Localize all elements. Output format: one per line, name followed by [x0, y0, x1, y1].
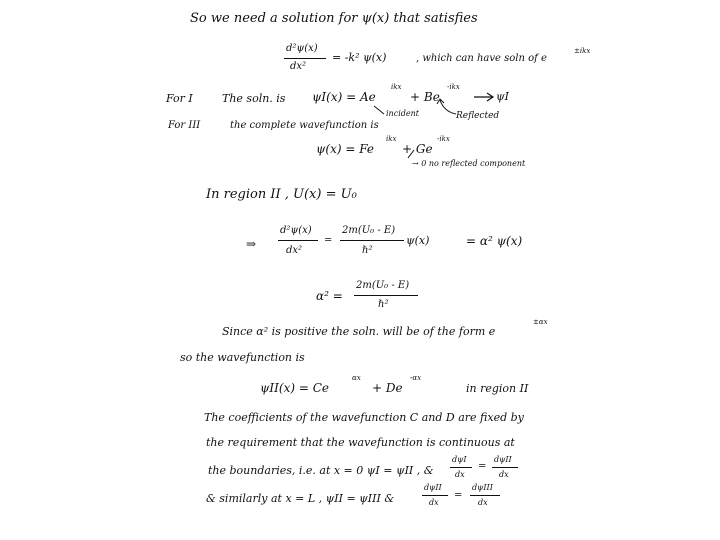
incident-label: incident [386, 109, 419, 118]
region-I-exp2: -ikx [447, 83, 460, 91]
region-III-eq: ψ(x) = Fe [316, 142, 374, 156]
boundary-xL-bar1 [422, 495, 448, 496]
boundary-xL-dpsi2-den: dx [429, 498, 439, 507]
coefficients-line-2: the requirement that the wavefunction is continuous at [206, 436, 515, 449]
region-I-arrow-target: ψI [496, 90, 509, 103]
since-alpha-exponent: ±αx [533, 318, 548, 326]
region-II-eq: ψII(x) = Ce [260, 381, 329, 395]
coefficients-line-1: The coefficients of the wavefunction C and D are fixed by [204, 411, 524, 424]
region-II-heading: In region II , U(x) = U₀ [206, 187, 357, 202]
eq4-numerator: d²ψ(x) [280, 225, 312, 236]
incident-pointer [374, 106, 384, 114]
eq4-coefficient-numerator: 2m(U₀ - E) [342, 225, 396, 236]
eq1-note-exponent: ±ikx [574, 47, 591, 55]
in-region-II-note: in region II [466, 382, 529, 395]
boundary-x0-dpsi2-num: dψII [494, 455, 512, 464]
boundary-x0-dpsi1-den: dx [455, 470, 465, 479]
reflected-label: Reflected [456, 111, 500, 121]
implies-symbol: ⇒ [246, 237, 257, 251]
arrow-head-psi-I [487, 93, 493, 101]
boundary-x0-equals: = [478, 461, 487, 472]
eq1-denominator: dx² [290, 61, 307, 72]
alpha-definition-numerator: 2m(U₀ - E) [356, 280, 410, 291]
region-I-text: The soln. is [222, 92, 286, 105]
region-II-exp2: -αx [410, 374, 422, 382]
alpha-definition-lhs: α² = [316, 289, 343, 303]
eq4-denominator: dx² [286, 245, 303, 256]
boundary-x0-bar2 [492, 467, 518, 468]
region-III-text: the complete wavefunction is [230, 120, 379, 131]
eq1-numerator: d²ψ(x) [286, 43, 318, 54]
boundary-xL-bar2 [470, 495, 500, 496]
eq4-equals: = [324, 235, 333, 246]
eq4-rhs: = α² ψ(x) [466, 234, 523, 248]
boundary-xL-equals: = [454, 490, 463, 501]
reflected-pointer [440, 100, 456, 114]
region-III-plus-term: + Ge [402, 142, 433, 156]
eq4-coefficient-denominator: ℏ² [362, 245, 373, 256]
region-I-label: For I [166, 92, 193, 105]
boundary-x0-bar1 [450, 467, 472, 468]
region-I-plus-term: + Be [410, 90, 440, 104]
boundary-x0-dpsi1-num: dψI [452, 455, 467, 464]
boundary-x0-dpsi2-den: dx [499, 470, 509, 479]
no-reflected-note: → 0 no reflected component [412, 159, 526, 168]
eq4-fraction-bar [278, 240, 318, 241]
eq1-fraction-bar [284, 58, 326, 59]
eq1-note: , which can have soln of e [416, 53, 547, 64]
since-alpha-line: Since α² is positive the soln. will be of the form e [222, 325, 496, 338]
region-III-label: For III [168, 120, 201, 131]
eq4-psi: ψ(x) [406, 234, 430, 247]
region-II-plus-term: + De [372, 381, 403, 395]
so-wavefunction-line: so the wavefunction is [180, 351, 305, 364]
boundary-xL-dpsi3-num: dψIII [472, 483, 493, 492]
region-II-exp1: αx [352, 374, 361, 382]
alpha-definition-bar [354, 295, 418, 296]
eq4-coefficient-bar [340, 240, 404, 241]
region-III-exp2: -ikx [437, 135, 450, 143]
boundary-xL-dpsi2-num: dψII [424, 483, 442, 492]
region-I-eq: ψI(x) = Ae [312, 90, 376, 104]
intro-line: So we need a solution for ψ(x) that satisfies [190, 11, 478, 26]
boundary-xL-text: & similarly at x = L , ψII = ψIII & [206, 492, 395, 505]
region-I-exp1: ikx [391, 83, 402, 91]
alpha-definition-denominator: ℏ² [378, 299, 389, 310]
boundary-xL-dpsi3-den: dx [478, 498, 488, 507]
eq1-rhs: = -k² ψ(x) [332, 51, 387, 64]
region-III-exp1: ikx [386, 135, 397, 143]
boundary-x0-text: the boundaries, i.e. at x = 0 ψI = ψII , & [208, 464, 434, 477]
